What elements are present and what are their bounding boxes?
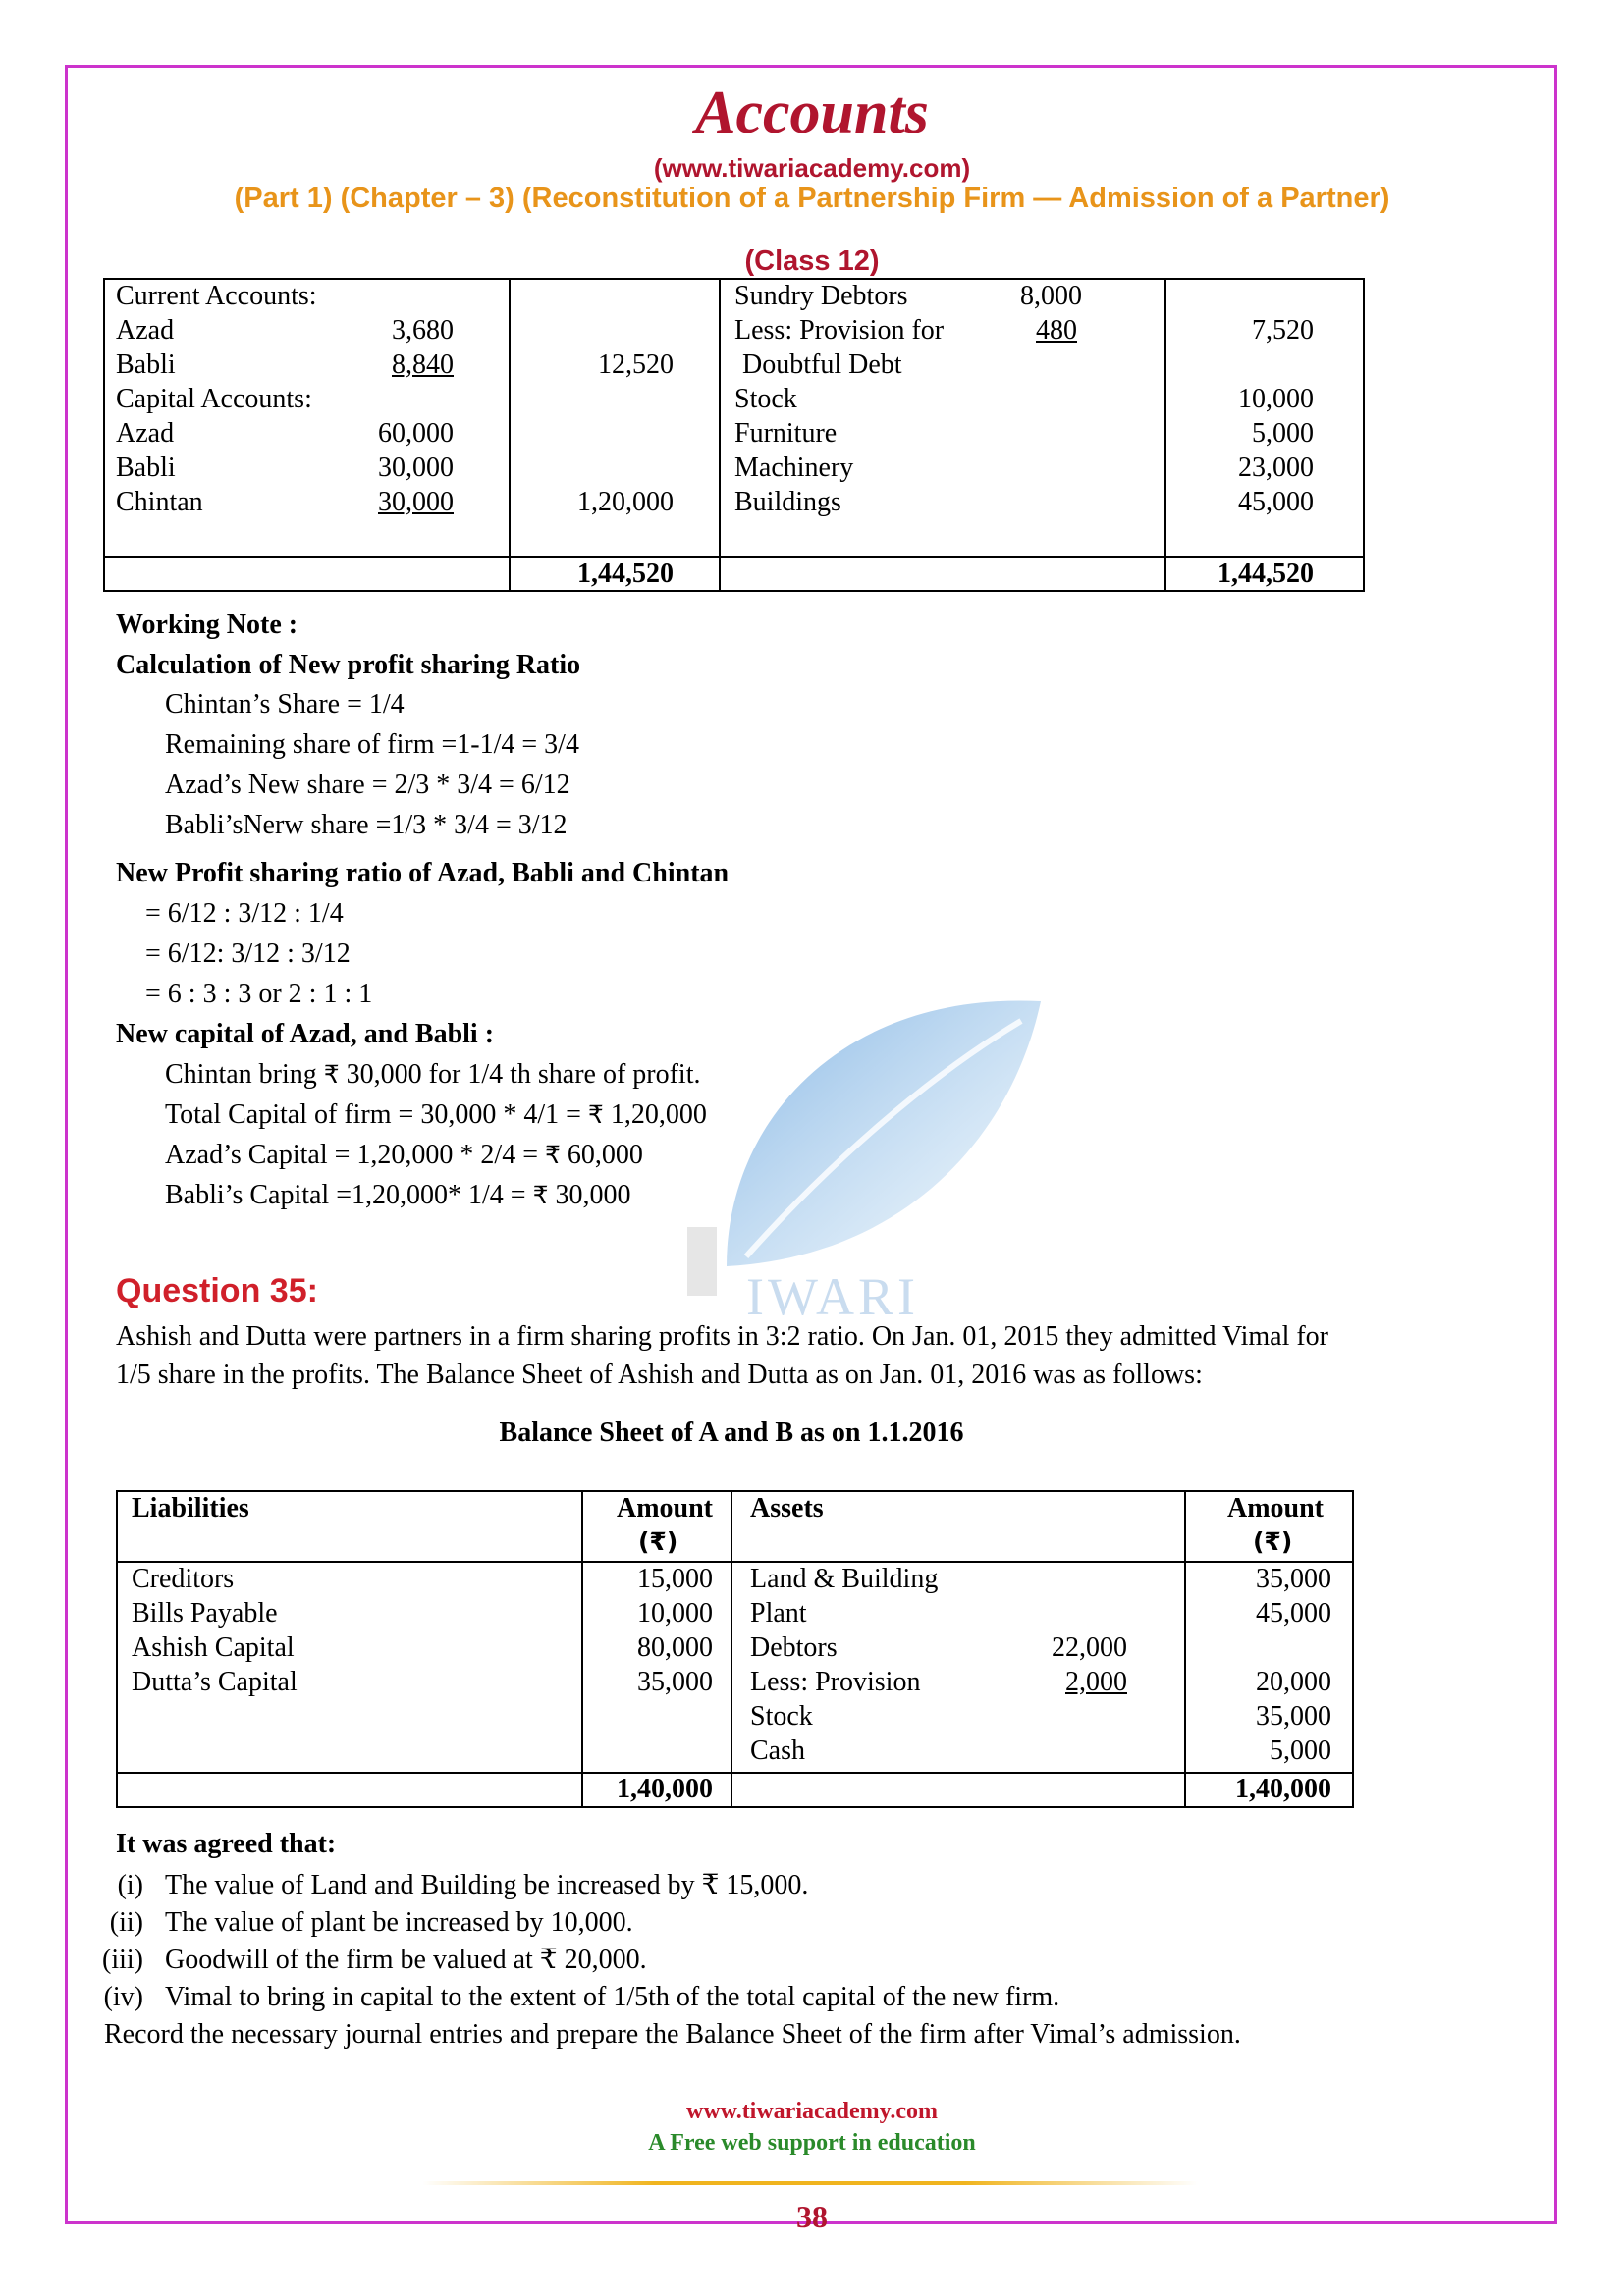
t1-right-label: Furniture [734,418,838,449]
t1-right-total: 23,000 [1238,453,1314,483]
capital-line: Azad’s Capital = 1,20,000 * 2/4 = ₹ 60,000 [165,1140,643,1170]
t1-right-total: 5,000 [1252,418,1314,449]
agreed-item-text: The value of Land and Building be increased by ₹ 15,000. [165,1870,809,1900]
question-label: Question 35: [116,1272,318,1309]
rupee-icon: ₹ [532,1181,549,1209]
t2-header-assets: Assets [750,1493,824,1523]
t2-asset-label: Stock [750,1701,813,1732]
t2-asset-sub: 2,000 [1065,1667,1127,1697]
t1-left-total: 1,20,000 [577,487,674,517]
calc-line: Remaining share of firm =1-1/4 = 3/4 [165,729,579,760]
t1-left-label: Capital Accounts: [116,384,312,414]
t2-liability-label: Dutta’s Capital [132,1667,298,1697]
agreed-item-number: (iv) [103,1982,143,2012]
t1-right-label: Sundry Debtors [734,281,908,311]
t2-asset-amount: 35,000 [1256,1564,1331,1594]
t2-header-amount: Amount [616,1493,713,1523]
t2-liability-amount: 15,000 [637,1564,713,1594]
t2-total-left: 1,40,000 [617,1774,713,1804]
t1-right-label: Stock [734,384,797,414]
t1-right-amount: 8,000 [1020,281,1082,311]
t1-left-amount: 30,000 [378,487,454,517]
t1-left-amount: 60,000 [378,418,454,449]
question-text: Ashish and Dutta were partners in a firm sharing profits in 3:2 ratio. On Jan. 01, 2015 they admitted Vimal for [116,1321,1328,1352]
agreed-item-text: Vimal to bring in capital to the extent of 1/5th of the total capital of the new firm. [165,1982,1060,2012]
t2-asset-sub: 22,000 [1052,1632,1127,1663]
closing-instruction: Record the necessary journal entries and prepare the Balance Sheet of the firm after Vimal’s admission. [104,2019,1241,2050]
agreed-item-number: (ii) [109,1907,143,1938]
capital-line: Babli’s Capital =1,20,000* 1/4 = ₹ 30,000 [165,1180,631,1210]
t2-asset-amount: 5,000 [1270,1735,1331,1766]
capital-heading: New capital of Azad, and Babli : [116,1019,495,1049]
calc-heading: Calculation of New profit sharing Ratio [116,650,581,680]
calc-line: Azad’s New share = 2/3 * 3/4 = 6/12 [165,770,570,800]
t1-left-label: Current Accounts: [116,281,317,311]
balance-sheet-title: Balance Sheet of A and B as on 1.1.2016 [499,1417,964,1448]
t2-liability-label: Creditors [132,1564,235,1594]
ratio-heading: New Profit sharing ratio of Azad, Babli and Chintan [116,858,730,888]
t1-right-total: 45,000 [1238,487,1314,517]
agreed-item-number: (iii) [102,1945,143,1975]
t2-asset-label: Debtors [750,1632,838,1663]
t1-left-label: Azad [116,418,175,449]
t2-asset-label: Cash [750,1735,805,1766]
t1-left-label: Babli [116,453,176,483]
agreed-heading: It was agreed that: [116,1829,337,1859]
t1-left-label: Babli [116,349,176,380]
t1-left-label: Chintan [116,487,203,517]
t2-header-rupee: (₹) [638,1527,678,1556]
rupee-icon: ₹ [544,1141,561,1169]
calc-line: Babli’sNerw share =1/3 * 3/4 = 3/12 [165,810,568,840]
question-text: 1/5 share in the profits. The Balance Sheet of Ashish and Dutta as on Jan. 01, 2016 was as follows: [116,1360,1203,1390]
capital-line: Chintan bring ₹ 30,000 for 1/4 th share of profit. [165,1059,701,1090]
t1-right-label: Machinery [734,453,854,483]
t2-liability-amount: 10,000 [637,1598,713,1629]
t2-liability-amount: 35,000 [637,1667,713,1697]
t1-right-total: 7,520 [1252,315,1314,346]
rupee-icon: ₹ [323,1060,340,1089]
t1-right-total: 10,000 [1238,384,1314,414]
chapter-heading: (Part 1) (Chapter – 3) (Reconstitution of a Partnership Firm — Admission of a Partner) [234,183,1390,214]
t2-asset-label: Less: Provision [750,1667,921,1697]
t1-left-label: Azad [116,315,175,346]
t1-left-amount: 3,680 [392,315,454,346]
t2-asset-amount: 20,000 [1256,1667,1331,1697]
footer-divider [422,2181,1198,2185]
t2-liability-label: Ashish Capital [132,1632,295,1663]
t1-left-total: 12,520 [598,349,674,380]
working-note-heading: Working Note : [116,610,298,640]
t2-header-rupee: (₹) [1253,1527,1293,1556]
t2-total-right: 1,40,000 [1235,1774,1331,1804]
footer-site-link[interactable]: www.tiwariacademy.com [686,2099,938,2124]
t2-asset-amount: 35,000 [1256,1701,1331,1732]
t1-total-right: 1,44,520 [1218,559,1314,589]
t1-right-label: Less: Provision for [734,315,945,346]
agreed-item-text: The value of plant be increased by 10,000. [165,1907,633,1938]
t1-right-amount: 480 [1036,315,1077,346]
watermark-text: IWARI [746,1267,919,1326]
t1-left-amount: 30,000 [378,453,454,483]
rupee-icon: ₹ [587,1100,604,1129]
t1-left-amount: 8,840 [392,349,454,380]
t2-liability-amount: 80,000 [637,1632,713,1663]
t2-header-amount: Amount [1226,1493,1324,1523]
capital-line: Total Capital of firm = 30,000 * 4/1 = ₹ 1,20,000 [165,1099,707,1130]
agreed-item-number: (i) [117,1870,143,1900]
agreed-item-text: Goodwill of the firm be valued at ₹ 20,000. [165,1945,647,1975]
ratio-line: = 6/12 : 3/12 : 1/4 [145,898,344,929]
page-number: 38 [796,2199,828,2234]
t1-right-label: Doubtful Debt [742,349,902,380]
header-site-link[interactable]: (www.tiwariacademy.com) [653,153,971,183]
t2-liability-label: Bills Payable [132,1598,278,1629]
watermark-leaf-icon [687,972,1060,1296]
t1-right-label: Buildings [734,487,841,517]
t1-total-left: 1,44,520 [577,559,674,589]
class-label: (Class 12) [744,245,880,277]
page-title: Accounts [695,80,929,146]
ratio-line: = 6/12: 3/12 : 3/12 [145,938,351,969]
t2-asset-label: Land & Building [750,1564,939,1594]
t2-asset-label: Plant [750,1598,807,1629]
footer-tagline: A Free web support in education [648,2130,976,2156]
t2-header-liabilities: Liabilities [132,1493,249,1523]
ratio-line: = 6 : 3 : 3 or 2 : 1 : 1 [145,979,373,1009]
calc-line: Chintan’s Share = 1/4 [165,689,405,720]
t2-asset-amount: 45,000 [1256,1598,1331,1629]
